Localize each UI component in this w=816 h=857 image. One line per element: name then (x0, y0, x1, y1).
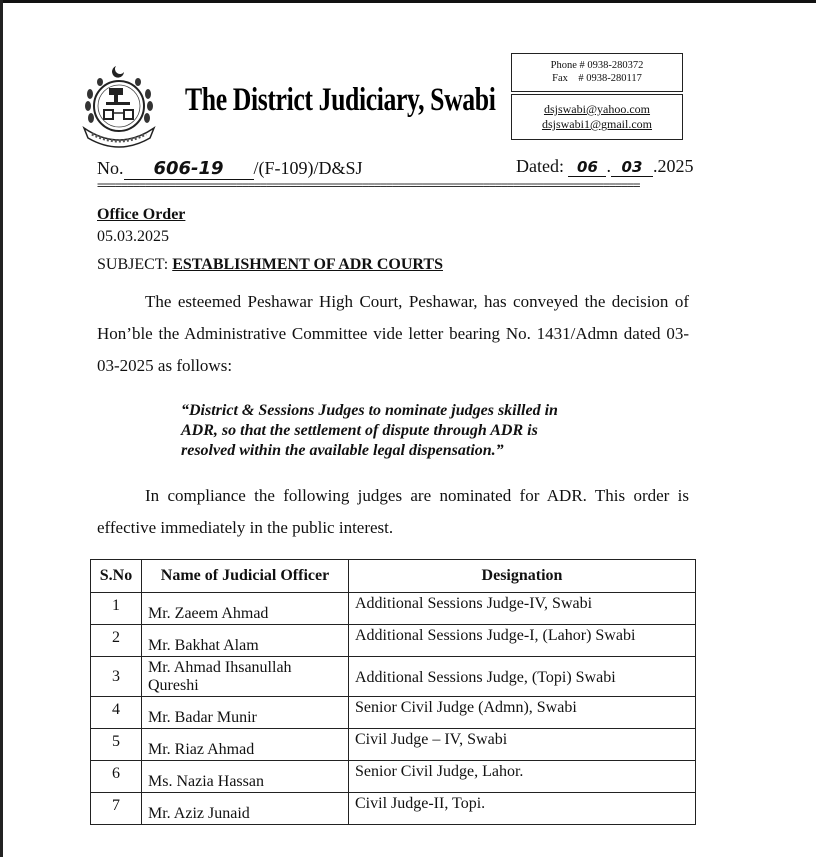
cell-designation: Civil Judge – IV, Swabi (349, 729, 696, 761)
cell-designation: Additional Sessions Judge-IV, Swabi (349, 593, 696, 625)
reference-number-line (97, 158, 363, 180)
handwritten-reference-number: 606-19 (124, 158, 254, 180)
subject-label: SUBJECT: (97, 256, 173, 273)
quoted-decision: “District & Sessions Judges to nominate judges skilled in ADR, so that the settlement of dispute through ADR is resolved within the available legal dispensation.” (181, 402, 558, 459)
handwritten-day: 06 (568, 158, 606, 177)
phone-number: Phone # 0938-280372 (550, 60, 644, 71)
cell-sno: 7 (91, 793, 142, 825)
dated-label: Dated: (516, 156, 564, 176)
contact-email-box (511, 94, 683, 140)
cell-sno: 2 (91, 625, 142, 657)
cell-name: Mr. Bakhat Alam (142, 625, 349, 657)
column-header-sno: S.No (91, 560, 142, 593)
table-row (91, 761, 696, 793)
cell-sno: 3 (91, 657, 142, 697)
reference-prefix: No. (97, 158, 124, 178)
cell-name: Mr. Ahmad Ihsanullah Qureshi (142, 657, 349, 697)
cell-sno: 6 (91, 761, 142, 793)
cell-name: Mr. Aziz Junaid (142, 793, 349, 825)
column-header-name: Name of Judicial Officer (142, 560, 349, 593)
cell-name: Ms. Nazia Hassan (142, 761, 349, 793)
dated-year: .2025 (652, 156, 694, 176)
table-row (91, 793, 696, 825)
scan-edge-top (0, 0, 816, 3)
cell-designation: Civil Judge-II, Topi. (349, 793, 696, 825)
email-link-yahoo[interactable]: dsjswabi@yahoo.com (543, 102, 651, 116)
dated-line: Dated: 06 . 03 .2025 (516, 156, 694, 176)
scan-edge-left (0, 0, 3, 857)
cell-designation: Additional Sessions Judge, (Topi) Swabi (349, 657, 696, 697)
table-row (91, 593, 696, 625)
office-order-heading: Office Order (97, 206, 186, 223)
subject-line (97, 256, 443, 274)
fax-number: Fax # 0938-280117 (552, 73, 642, 84)
district-judiciary-seal-icon (76, 60, 162, 150)
cell-designation: Additional Sessions Judge-I, (Lahor) Swabi (349, 625, 696, 657)
cell-name: Mr. Riaz Ahmad (142, 729, 349, 761)
nominated-judges-table (90, 559, 696, 825)
page-title: The District Judiciary, Swabi (185, 82, 496, 118)
double-line-separator: ========================================================================================== (97, 180, 640, 190)
table-row (91, 729, 696, 761)
table-row (91, 697, 696, 729)
office-order-date: 05.03.2025 (97, 228, 169, 245)
cell-designation: Senior Civil Judge (Admn), Swabi (349, 697, 696, 729)
table-row (91, 657, 696, 697)
cell-sno: 5 (91, 729, 142, 761)
body-paragraph-1: The esteemed Peshawar High Court, Peshawar, has conveyed the decision of Hon’ble the Administrative Committee vide letter bearing No. 1431/Admn dated 03-03-2025 as follows: (97, 292, 689, 375)
table-header-row (91, 560, 696, 593)
body-paragraph-2: In compliance the following judges are nominated for ADR. This order is effective immediately in the public interest. (97, 486, 689, 537)
column-header-designation: Designation (349, 560, 696, 593)
table-row (91, 625, 696, 657)
cell-name: Mr. Zaeem Ahmad (142, 593, 349, 625)
cell-name: Mr. Badar Munir (142, 697, 349, 729)
reference-suffix: /(F-109)/D&SJ (253, 158, 363, 178)
cell-sno: 4 (91, 697, 142, 729)
email-link-gmail[interactable]: dsjswabi1@gmail.com (541, 117, 653, 131)
contact-phone-fax-box (511, 53, 683, 92)
handwritten-month: 03 (611, 158, 653, 177)
cell-designation: Senior Civil Judge, Lahor. (349, 761, 696, 793)
subject-text: ESTABLISHMENT OF ADR COURTS (172, 256, 443, 273)
cell-sno: 1 (91, 593, 142, 625)
